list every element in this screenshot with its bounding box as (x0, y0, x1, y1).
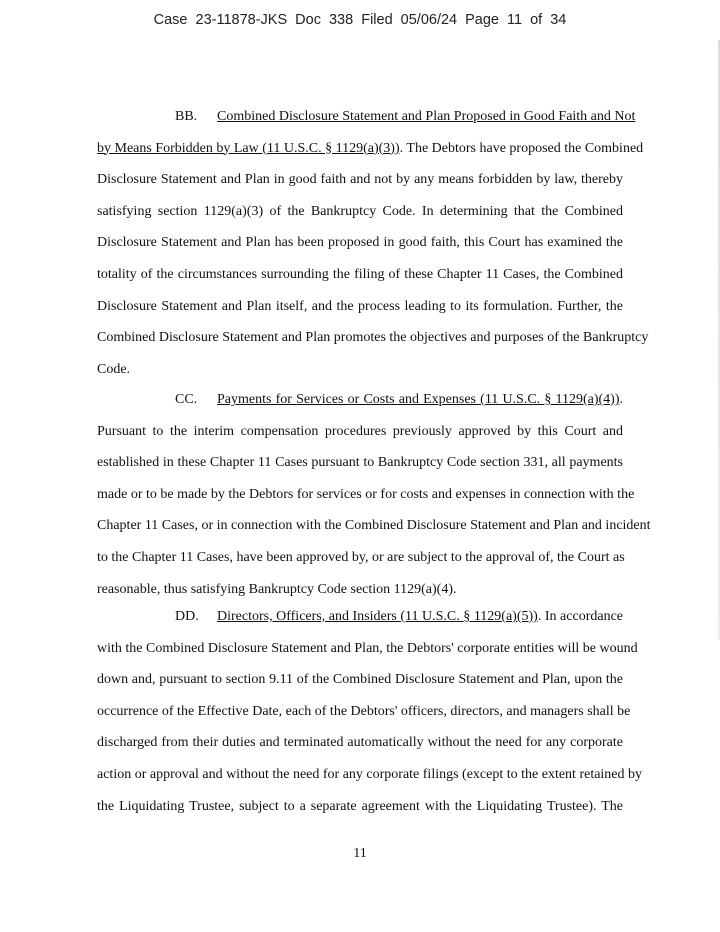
paragraph-heading-line (175, 108, 636, 126)
text-run: . The Debtors have proposed the Combined (399, 140, 644, 156)
text-run: Disclosure Statement and Plan itself, and the process leading to its formulation. Further, the (97, 298, 623, 314)
section-title: Payments for Services or Costs and Expenses (11 U.S.C. § 1129(a)(4)) (217, 392, 620, 407)
text-run: Code. (97, 361, 131, 377)
paragraph-line (97, 486, 635, 504)
text-run: . In accordance (537, 609, 623, 624)
section-label: BB. (175, 109, 198, 124)
text-run: Combined Disclosure Statement and Plan promotes the objectives and purposes of the Bankruptcy (97, 330, 649, 346)
paragraph-line (97, 266, 623, 284)
paragraph-line (97, 329, 649, 347)
section-title: Directors, Officers, and Insiders (11 U.S.C. § 1129(a)(5)) (217, 609, 538, 624)
text-run: reasonable, thus satisfying Bankruptcy Code section 1129(a)(4). (97, 581, 457, 597)
text-run: occurrence of the Effective Date, each of the Debtors' officers, directors, and managers shall be (97, 703, 631, 719)
text-run: Disclosure Statement and Plan has been proposed in good faith, this Court has examined the (97, 235, 623, 251)
section-title: by Means Forbidden by Law (11 U.S.C. § 1129(a)(3)) (97, 140, 400, 156)
paragraph-line (97, 703, 631, 721)
text-run: established in these Chapter 11 Cases pursuant to Bankruptcy Code section 331, all payments (97, 455, 623, 471)
text-run: discharged from their duties and terminated automatically without the need for any corporate (97, 735, 623, 751)
case-header: Case 23-11878-JKS Doc 338 Filed 05/06/24 Page 11 of 34 (153, 12, 567, 28)
paragraph-line (97, 671, 623, 689)
paragraph-line (97, 517, 651, 535)
text-run: the Liquidating Trustee, subject to a separate agreement with the Liquidating Trustee). The (97, 798, 623, 814)
text-run: . (619, 392, 623, 407)
paragraph-line (97, 549, 623, 567)
paragraph-line (97, 581, 623, 599)
paragraph-line (97, 298, 623, 316)
page-number: 11 (353, 846, 367, 861)
paragraph-line (97, 640, 638, 658)
paragraph-line (97, 766, 643, 784)
paragraph-heading-line (175, 608, 623, 626)
paragraph-line (97, 171, 623, 189)
section-title: Combined Disclosure Statement and Plan Proposed in Good Faith and Not (217, 109, 636, 124)
section-label: DD. (175, 609, 199, 624)
paragraph-line (97, 454, 623, 472)
paragraph-line (97, 234, 623, 252)
text-run: Chapter 11 Cases, or in connection with the Combined Disclosure Statement and Plan and incident (97, 518, 651, 534)
paragraph-heading-line (175, 391, 623, 409)
text-run: made or to be made by the Debtors for services or for costs and expenses in connection with the (97, 486, 635, 502)
text-run: satisfying section 1129(a)(3) of the Bankruptcy Code. In determining that the Combined (97, 203, 623, 219)
section-label: CC. (175, 392, 198, 407)
text-run: action or approval and without the need for any corporate filings (except to the extent retained by (97, 767, 643, 782)
paragraph-line (97, 361, 623, 379)
paragraph-line (97, 734, 623, 752)
paragraph-line (97, 423, 623, 441)
text-run: down and, pursuant to section 9.11 of the Combined Disclosure Statement and Plan, upon the (97, 672, 623, 688)
text-run: to the Chapter 11 Cases, have been approved by, or are subject to the approval of, the Court as (97, 550, 625, 565)
text-run: with the Combined Disclosure Statement and Plan, the Debtors' corporate entities will be wound (97, 640, 638, 656)
paragraph-line (97, 140, 644, 158)
paragraph-line (97, 203, 623, 221)
text-run: totality of the circumstances surrounding the filing of these Chapter 11 Cases, the Combined (97, 267, 623, 282)
paragraph-line (97, 798, 623, 816)
text-run: Pursuant to the interim compensation procedures previously approved by this Court and (97, 423, 623, 439)
text-run: Disclosure Statement and Plan in good faith and not by any means forbidden by law, thereby (97, 172, 623, 188)
